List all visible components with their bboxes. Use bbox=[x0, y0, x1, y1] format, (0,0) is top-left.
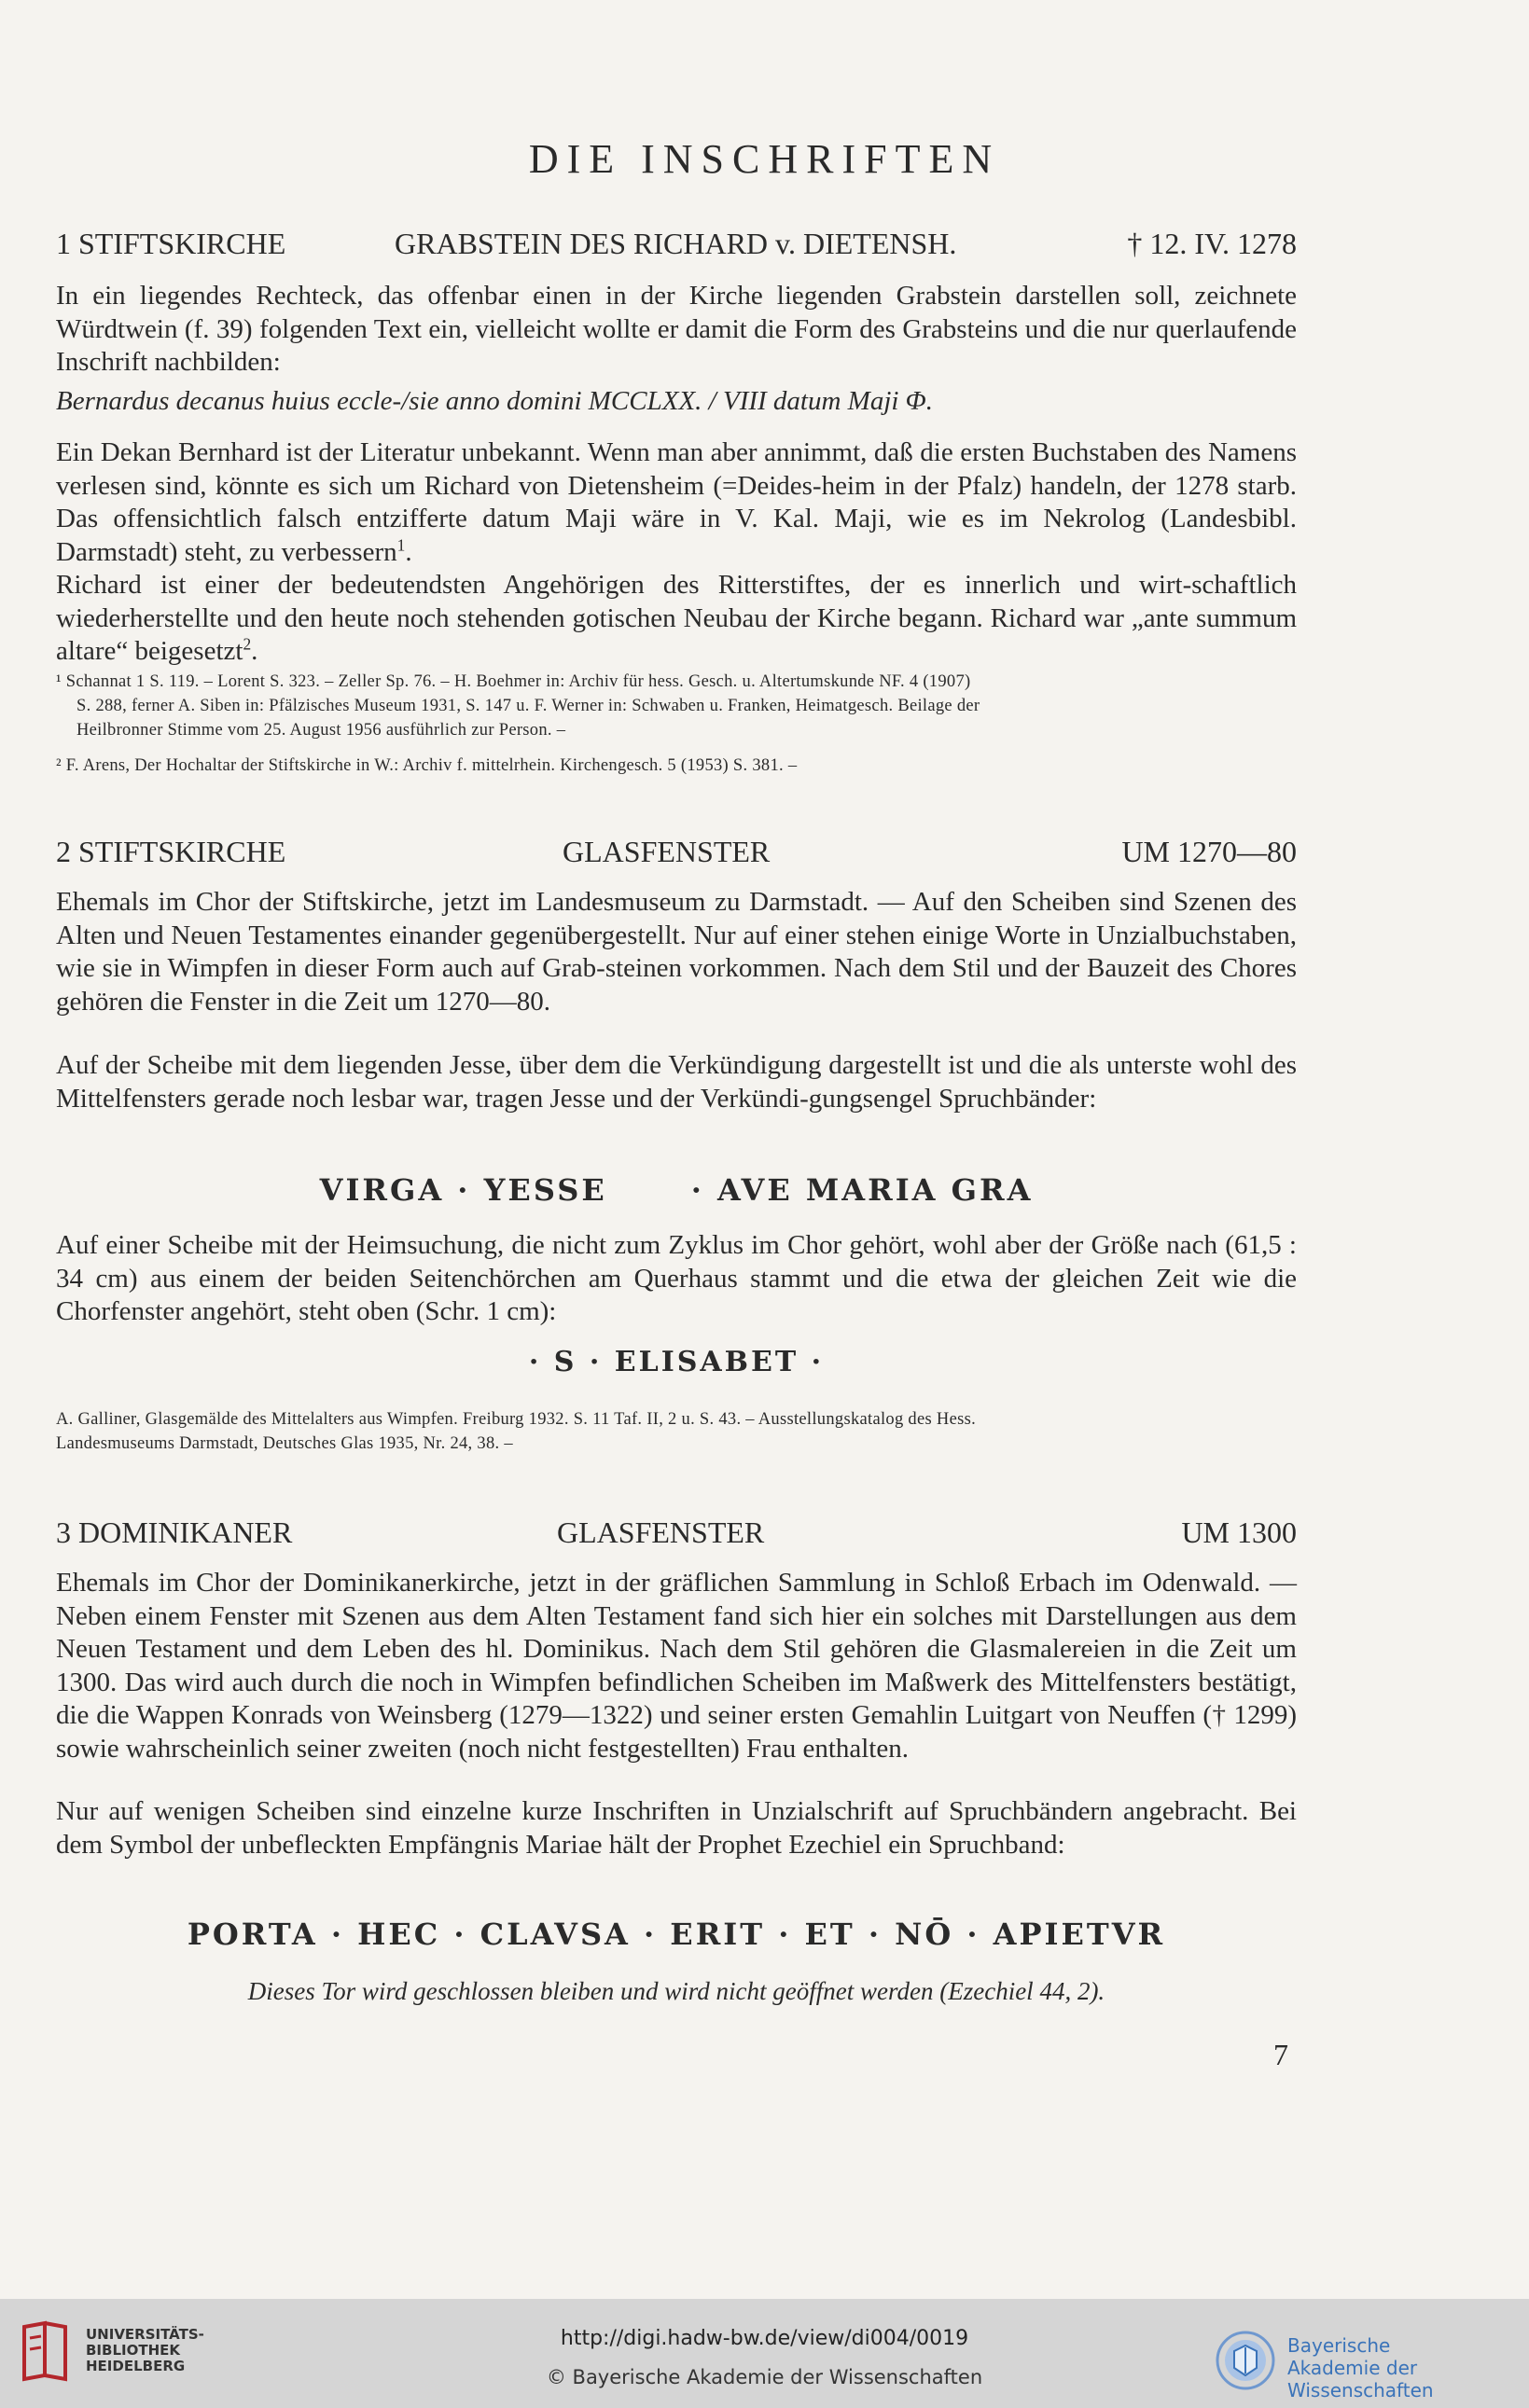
footnote-ref-1: 1 bbox=[396, 534, 406, 554]
inscription-translation: Dieses Tor wird geschlossen bleiben und wird nicht geöffnet werden (Ezechiel 44, 2). bbox=[247, 1977, 1105, 2005]
page-number: 7 bbox=[1273, 2038, 1288, 2071]
source-url-link[interactable]: http://digi.hadw-bw.de/view/di004/0019 bbox=[560, 2327, 969, 2350]
copyright-notice: © Bayerische Akademie der Wissenschaften bbox=[546, 2366, 983, 2388]
entry-2-paragraph-2: Auf der Scheibe mit dem liegenden Jesse, über dem die Verkündigung dargestellt ist und die als unterste wohl des Mittelfensters gerade noch lesbar war, tragen Jesse und der Verkündi-gungsengel Spruchbänder: bbox=[56, 1050, 1297, 1114]
academy-seal-icon bbox=[1208, 2327, 1292, 2392]
footer-bar bbox=[0, 2299, 1529, 2408]
entry-heading-3 bbox=[56, 1515, 1297, 1557]
entry-place: 3 DOMINIKANER bbox=[56, 1515, 293, 1549]
academy-name: Bayerische Akademie der Wissenschaften bbox=[1287, 2334, 1434, 2401]
entry-object: GRABSTEIN DES RICHARD v. DIETENSH. bbox=[395, 227, 957, 260]
entry-place: 2 STIFTSKIRCHE bbox=[56, 835, 286, 868]
entry-3-paragraph-1: Ehemals im Chor der Dominikanerkirche, jetzt in der gräflichen Sammlung in Schloß Erbach im Odenwald. — Neben einem Fenster mit Szenen aus dem Alten Testament fand sich hier ein solches mit Darstellungen aus dem Neuen Testament und dem Leben des hl. Dominikus. Nach dem Stil gehören die Glasmalereien in die Zeit um 1300. Das wird auch durch die noch in Wimpfen befindlichen Scheiben im Maßwerk des Mittelfensters bestätigt, die die Wappen Konrads von Weinsberg (1279—1322) und seiner ersten Gemahlin Luitgart von Neuffen († 1299) sowie wahrscheinlich seiner zweiten (noch nicht festgestellten) Frau enthalten. bbox=[56, 1568, 1297, 1764]
entry-object: GLASFENSTER bbox=[557, 1515, 765, 1549]
entry-1-footnote-1: ¹ Schannat 1 S. 119. – Lorent S. 323. – Zeller Sp. 76. – H. Boehmer in: Archiv für hess. Gesch. u. Altertumskunde NF. 4 (1907) S. 288, ferner A. Siben in: Pfälzisches Museum 1931, S. 147 u. F. Werner in: Schwaben u. Franken, Heimatgesch. Beilage der Heilbronner Stimme vom 25. August 1956 ausführlich zur Person. – bbox=[56, 672, 980, 740]
entry-heading-2 bbox=[56, 835, 1297, 876]
inscription-part: · AVE MARIA GRA bbox=[690, 1172, 1034, 1208]
inscription-porta-hec: PORTA · HEC · CLAVSA · ERIT · ET · NŌ · APIETVR bbox=[187, 1917, 1166, 1952]
entry-1-paragraph-3: Richard ist einer der bedeutendsten Angehörigen des Ritterstiftes, der es innerlich und wirt-schaftlich wiederherstellte und den heute noch stehenden gotischen Neubau der Kirche begann. Richard war „ante summum altare“ beigesetzt$^2$. bbox=[56, 570, 1297, 666]
entry-2-paragraph-1: Ehemals im Chor der Stiftskirche, jetzt im Landesmuseum zu Darmstadt. — Auf den Scheiben sind Szenen des Alten und Neuen Testamentes einander gegenübergestellt. Nur auf einer stehen einige Worte in Unzialbuchstaben, wie sie in Wimpfen in dieser Form auch auf Grab-steinen vorkommen. Nach dem Stil und der Bauzeit des Chores gehören die Fenster in die Zeit um 1270—80. bbox=[56, 887, 1297, 1017]
inscription-part: VIRGA · YESSE bbox=[319, 1172, 607, 1208]
entry-2-paragraph-3: Auf einer Scheibe mit der Heimsuchung, die nicht zum Zyklus im Chor gehört, wohl aber der Größe nach (61,5 : 34 cm) aus einem der beiden Seitenchörchen am Querhaus stammt und die etwa der gleichen Zeit wie die Chorfenster angehört, steht oben (Schr. 1 cm): bbox=[56, 1230, 1297, 1326]
entry-object: GLASFENSTER bbox=[563, 835, 771, 868]
entry-date: UM 1300 bbox=[1181, 1515, 1297, 1549]
entry-date: † 12. IV. 1278 bbox=[1127, 227, 1297, 260]
entry-1-paragraph-1: In ein liegendes Rechteck, das offenbar einen in der Kirche liegenden Grabstein darstellen soll, zeichnete Würdtwein (f. 39) folgenden Text ein, vielleicht wollte er damit die Form des Grabsteins und die nur querlaufende Inschrift nachbilden: bbox=[56, 281, 1297, 377]
footnote-ref-2: 2 bbox=[243, 634, 252, 654]
entry-2-footnote: A. Galliner, Glasgemälde des Mittelalters aus Wimpfen. Freiburg 1932. S. 11 Taf. II, 2 u. S. 43. – Ausstellungskatalog des Hess. Landesmuseums Darmstadt, Deutsches Glas 1935, Nr. 24, 38. – bbox=[56, 1410, 977, 1453]
entry-1-quote: Bernardus decanus huius eccle-/sie anno domini MCCLXX. / VIII datum Maji Φ. bbox=[56, 386, 934, 416]
entry-date: UM 1270—80 bbox=[1121, 835, 1297, 868]
inscription-elisabet: · S · ELISABET · bbox=[528, 1346, 825, 1378]
entry-place: 1 STIFTSKIRCHE bbox=[56, 227, 286, 260]
entry-1-footnote-2: ² F. Arens, Der Hochaltar der Stiftskirche in W.: Archiv f. mittelrhein. Kirchengesch. 5 (1953) S. 381. – bbox=[56, 756, 798, 775]
page-title: DIE INSCHRIFTEN bbox=[528, 136, 1001, 182]
entry-1-paragraph-2: Ein Dekan Bernhard ist der Literatur unbekannt. Wenn man aber annimmt, daß die ersten Buchstaben des Namens verlesen sind, könnte es sich um Richard von Dietensheim (=Deides-heim in der Pfalz) handeln, der 1278 starb. Das offensichtlich falsch entzifferte datum Maji wäre in V. Kal. Maji, wie es im Nekrolog (Landesbibl. Darmstadt) steht, zu verbessern$^1$. bbox=[56, 437, 1297, 567]
entry-3-paragraph-2: Nur auf wenigen Scheiben sind einzelne kurze Inschriften in Unzialschrift auf Spruchbändern angebracht. Bei dem Symbol der unbefleckten Empfängnis Mariae hält der Prophet Ezechiel ein Spruchband: bbox=[56, 1796, 1297, 1860]
university-library-name: UNIVERSITÄTS- BIBLIOTHEK HEIDELBERG bbox=[86, 2326, 204, 2374]
inscription-virga-yesse bbox=[56, 1172, 1297, 1208]
entry-heading-1 bbox=[56, 227, 1297, 268]
